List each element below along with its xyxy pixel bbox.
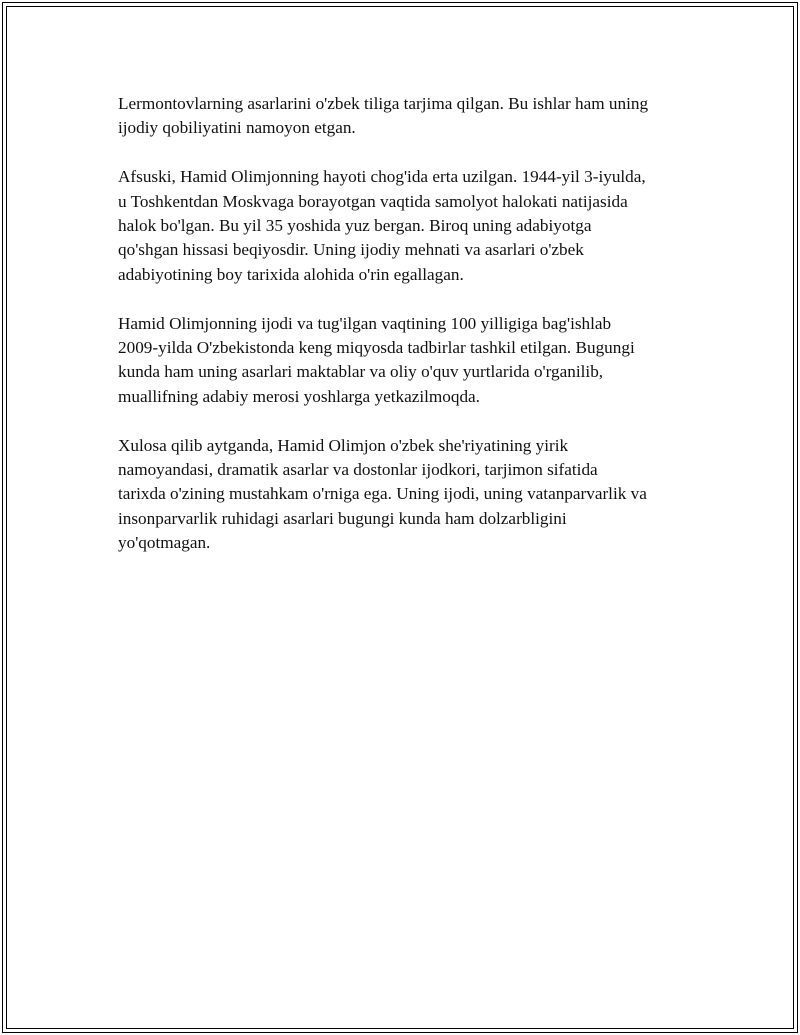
text-line: Lermontovlarning asarlarini o'zbek tiliga tarjima qilgan. Bu ishlar ham uning: [118, 94, 649, 113]
text-line: Afsuski, Hamid Olimjonning hayoti chog'ida erta uzilgan. 1944-yil 3-iyulda,: [118, 167, 646, 187]
paragraph-3: [118, 312, 708, 410]
text-line: muallifning adabiy merosi yoshlarga yetkazilmoqda.: [118, 386, 480, 406]
text-line: kunda ham uning asarlari maktablar va oliy o'quv yurtlarida o'rganilib,: [118, 362, 604, 382]
text-line: tarixda o'zining mustahkam o'rniga ega. Uning ijodi, uning vatanparvarlik va: [118, 484, 647, 504]
text-line: 2009-yilda O'zbekistonda keng miqyosda tadbirlar tashkil etilgan. Bugungi: [118, 338, 635, 358]
text-line: halok bo'lgan. Bu yil 35 yoshida yuz bergan. Biroq uning adabiyotga: [118, 216, 592, 236]
text-line: insonparvarlik ruhidagi asarlari bugungi kunda ham dolzarbligini: [118, 508, 567, 528]
text-line: Xulosa qilib aytganda, Hamid Olimjon o'zbek she'riyatining yirik: [118, 435, 569, 455]
text-line: adabiyotining boy tarixida alohida o'rin egallagan.: [118, 264, 464, 284]
text-line: Hamid Olimjonning ijodi va tug'ilgan vaqtining 100 yilligiga bag'ishlab: [118, 313, 612, 333]
paragraph-2: [118, 165, 708, 287]
document-body: [118, 92, 708, 580]
paragraph-1: [118, 92, 708, 141]
text-line: u Toshkentdan Moskvaga borayotgan vaqtida samolyot halokati natijasida: [118, 191, 628, 211]
text-line: namoyandasi, dramatik asarlar va dostonlar ijodkori, tarjimon sifatida: [118, 460, 598, 480]
paragraph-4: [118, 434, 708, 556]
text-line: qo'shgan hissasi beqiyosdir. Uning ijodiy mehnati va asarlari o'zbek: [118, 240, 584, 260]
text-line: ijodiy qobiliyatini namoyon etgan.: [118, 118, 356, 138]
text-line: yo'qotmagan.: [118, 533, 211, 553]
